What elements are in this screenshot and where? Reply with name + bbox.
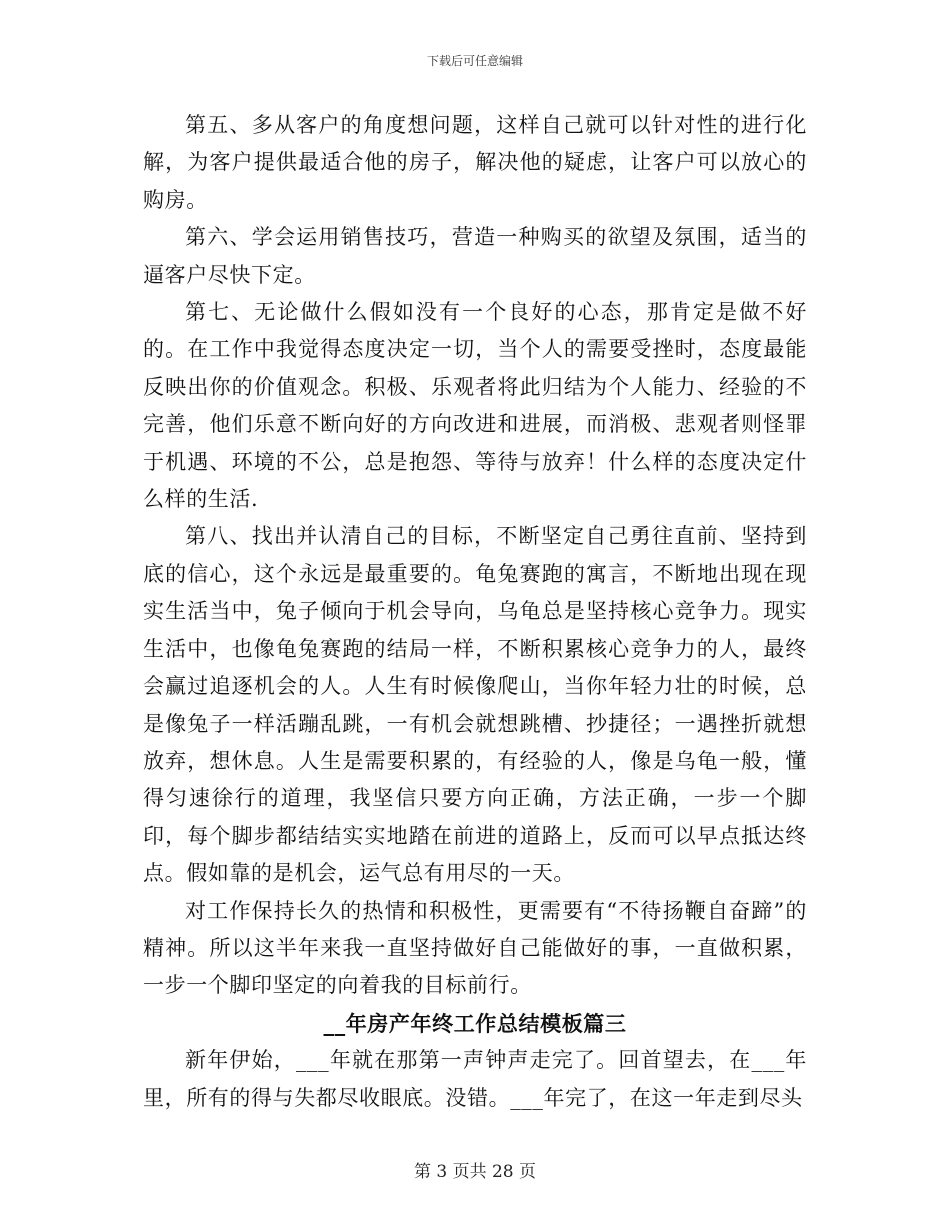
- section-heading: __年房产年终工作总结模板篇三: [323, 1010, 627, 1036]
- page-footer: 第 3 页共 28 页: [413, 1162, 537, 1182]
- paragraph-eighth: 第八、找出并认清自己的目标，不断坚定自己勇往直前、坚持到底的信心，这个永远是最重要的。龟兔赛跑的寓言，不断地出现在现实生活当中，兔子倾向于机会导向，乌龟总是坚持核心竞争力。现实生活中，也像龟兔赛跑的结局一样，不断积累核心竞争力的人，最终会赢过追逐机会的人。人生有时候像爬山，当你年轻力壮的时候，总是像兔子一样活蹦乱跳，一有机会就想跳槽、抄捷径；一遇挫折就想放弃，想休息。人生是需要积累的，有经验的人，像是乌龟一般，懂得匀速徐行的道理，我坚信只要方向正确，方法正确，一步一个脚印，每个脚步都结结实实地踏在前进的道路上，反而可以早点抵达终点。假如靠的是机会，运气总有用尽的一天。: [143, 524, 807, 886]
- document-body: [143, 107, 807, 1117]
- paragraph-new-year: 新年伊始，___年就在那第一声钟声走完了。回首望去，在___年里，所有的得与失都尽收眼底。没错。___年完了，在这一年走到尽头: [143, 1048, 807, 1110]
- paragraph-seventh: 第七、无论做什么假如没有一个良好的心态，那肯定是做不好的。在工作中我觉得态度决定一切，当个人的需要受挫时，态度最能反映出你的价值观念。积极、乐观者将此归结为个人能力、经验的不完善，他们乐意不断向好的方向改进和进展，而消极、悲观者则怪罪于机遇、环境的不公，总是抱怨、等待与放弃！什么样的态度决定什么样的生活.: [143, 300, 807, 512]
- paragraph-enthusiasm: 对工作保持长久的热情和积极性，更需要有“不待扬鞭自奋蹄”的精神。所以这半年来我一直坚持做好自己能做好的事，一直做积累，一步一个脚印坚定的向着我的目标前行。: [143, 898, 807, 998]
- paragraph-fifth: 第五、多从客户的角度想问题，这样自己就可以针对性的进行化解，为客户提供最适合他的房子，解决他的疑虑，让客户可以放心的购房。: [143, 113, 807, 212]
- page-header: 下载后可任意编辑: [426, 54, 523, 68]
- paragraph-sixth: 第六、学会运用销售技巧，营造一种购买的欲望及氛围，适当的逼客户尽快下定。: [143, 225, 807, 287]
